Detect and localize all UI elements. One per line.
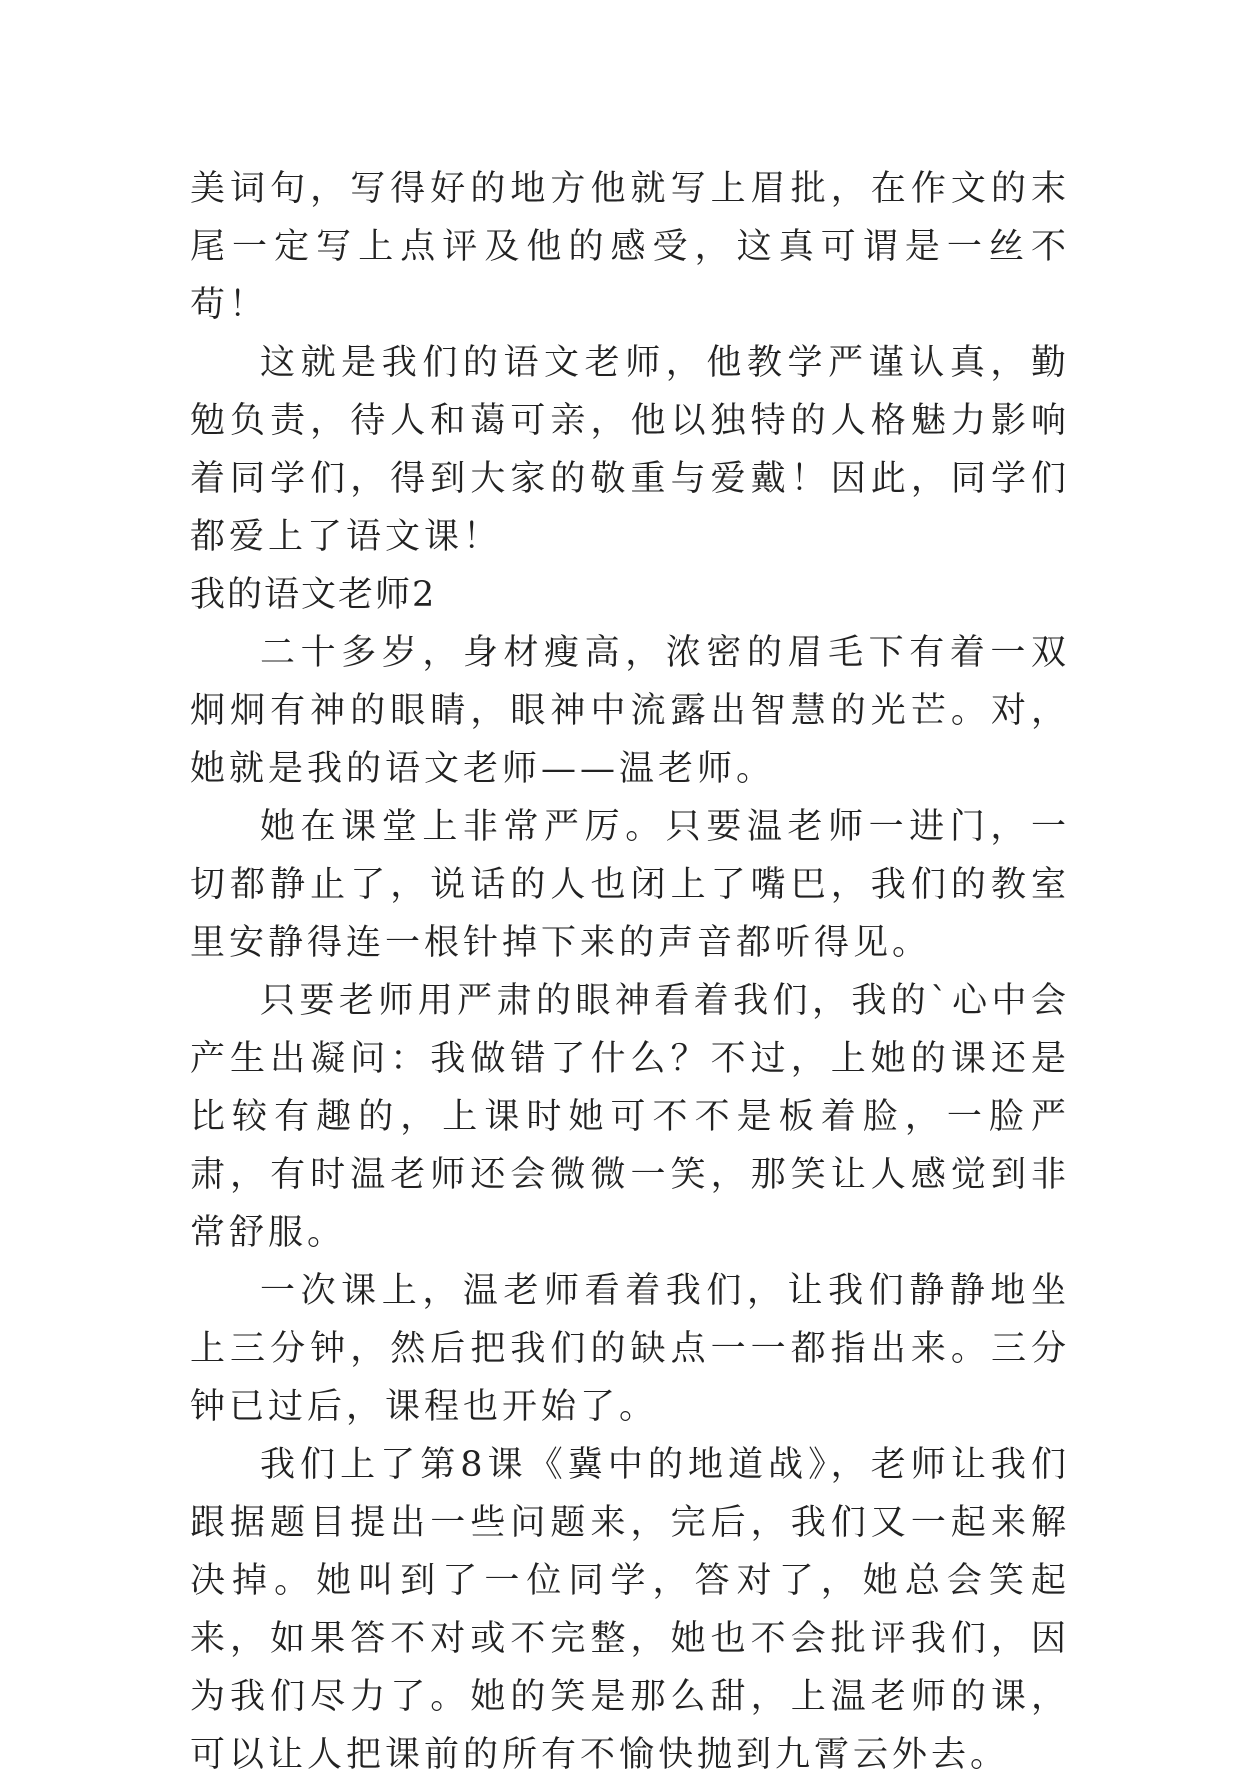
document-body bbox=[190, 160, 1070, 1784]
paragraph-strict: 她在课堂上非常严厉。只要温老师一进门，一切都静止了，说话的人也闭上了嘴巴，我们的教室里安静得连一根针掉下来的声音都听得见。 bbox=[190, 807, 1070, 963]
paragraph-continuation: 美词句，写得好的地方他就写上眉批，在作文的末尾一定写上点评及他的感受，这真可谓是一丝不苟！ bbox=[190, 169, 1070, 325]
paragraph-eyes: 只要老师用严肃的眼神看着我们，我的`心中会产生出凝问：我做错了什么？不过，上她的课还是比较有趣的，上课时她可不不是板着脸，一脸严肃，有时温老师还会微微一笑，那笑让人感觉到非常舒服。 bbox=[190, 981, 1070, 1253]
paragraph-lesson: 我们上了第8课《冀中的地道战》，老师让我们跟据题目提出一些问题来，完后，我们又一起来解决掉。她叫到了一位同学，答对了，她总会笑起来，如果答不对或不完整，她也不会批评我们，因为我们尽力了。她的笑是那么甜，上温老师的课，可以让人把课前的所有不愉快抛到九霄云外去。 bbox=[190, 1445, 1070, 1775]
paragraph-summary: 这就是我们的语文老师，他教学严谨认真，勤勉负责，待人和蔼可亲，他以独特的人格魅力影响着同学们，得到大家的敬重与爱戴！因此，同学们都爱上了语文课！ bbox=[190, 343, 1070, 557]
section-heading: 我的语文老师2 bbox=[190, 575, 437, 615]
paragraph-three-minutes: 一次课上，温老师看着我们，让我们静静地坐上三分钟，然后把我们的缺点一一都指出来。三分钟已过后，课程也开始了。 bbox=[190, 1271, 1070, 1427]
paragraph-description: 二十多岁，身材瘦高，浓密的眉毛下有着一双炯炯有神的眼睛，眼神中流露出智慧的光芒。对，她就是我的语文老师——温老师。 bbox=[190, 633, 1070, 789]
